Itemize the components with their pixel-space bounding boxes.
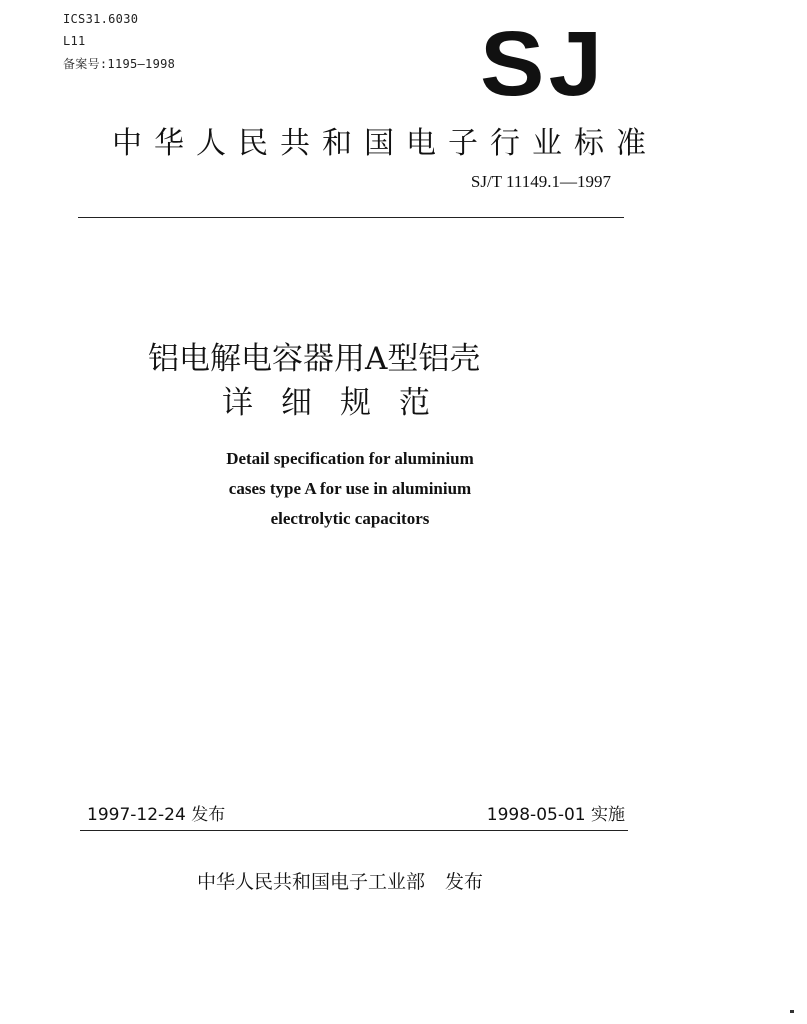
classification-code: L11 (63, 34, 86, 48)
standard-code: SJ/T 11149.1—1997 (470, 172, 611, 191)
document-title-zh-line2: 详细规范 (222, 385, 458, 421)
publisher-name: 中华人民共和国电子工业部 (197, 871, 426, 893)
publisher-line (197, 867, 483, 894)
publisher-action: 发布 (445, 871, 484, 893)
scan-mark (790, 1010, 794, 1013)
document-title-zh-line1: 铝电解电容器用A型铝壳 (148, 341, 481, 377)
ics-code: ICS31.6030 (63, 12, 139, 26)
filing-number: 备案号:1195—1998 (63, 57, 176, 71)
document-title-en-line1: Detail specification for aluminium (226, 449, 474, 468)
sj-logo: SJ (480, 13, 607, 115)
top-divider (78, 217, 624, 218)
standard-title: 中华人民共和国电子行业标准 (112, 126, 658, 161)
implementation-date: 1998-05-01 实施 (486, 805, 625, 825)
document-title-en-line3: electrolytic capacitors (270, 509, 430, 528)
document-title-en-line2: cases type A for use in aluminium (228, 479, 472, 498)
bottom-divider (80, 830, 628, 831)
issue-date: 1997-12-24 发布 (87, 805, 226, 825)
